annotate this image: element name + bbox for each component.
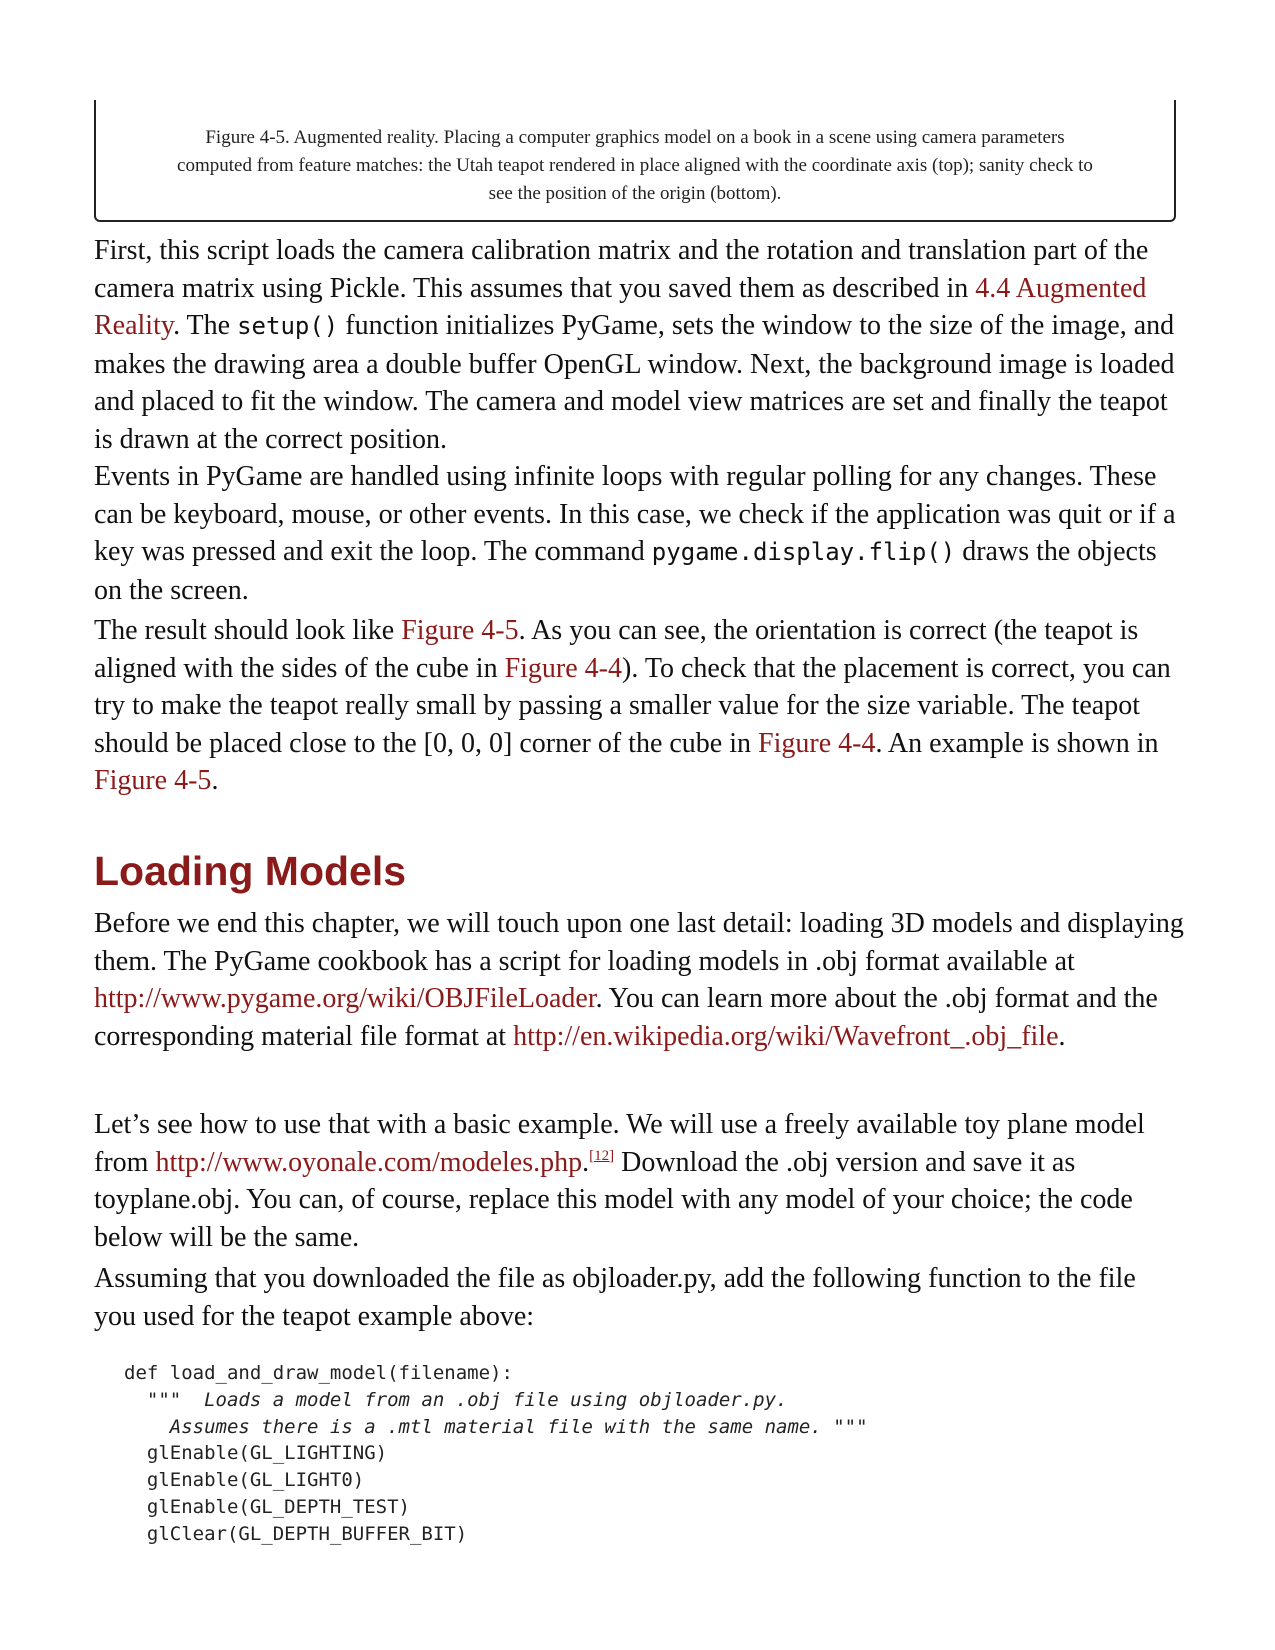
section-heading: Loading Models [94,848,407,894]
link-pygame-objloader[interactable]: http://www.pygame.org/wiki/OBJFileLoader [94,983,596,1014]
code-line: glEnable(GL_DEPTH_TEST) [124,1495,410,1518]
paragraph-loading-models [94,905,1184,1055]
text-run: . The [173,310,238,341]
link-figure-4-5[interactable]: Figure 4-5 [401,615,519,646]
paragraph-result [94,612,1184,800]
link-augmented-reality[interactable]: 4.4 Augmented Reality [94,272,1147,341]
footnote-link[interactable]: [12] [589,1147,615,1164]
text-run: Download the .obj version and save it as toyplane.obj. You can, of course, replace this model with any model of your choice; the code below will be the same. [94,1146,1133,1253]
code-line: """ Loads a model from an .obj file using objloader.py. [124,1388,788,1411]
paragraph-toy-plane [94,1106,1184,1256]
paragraph-events [94,458,1184,609]
inline-code-setup: setup() [237,312,339,340]
figure-caption-box [94,100,1176,222]
text-run: function initializes PyGame, sets the window to the size of the image, and makes the drawing area a double buffer OpenGL window. Next, the background image is loaded and placed to fit the window. The camera and model view matrices are set and finally the teapot is drawn at the correct position. [94,310,1175,455]
inline-code-flip: pygame.display.flip() [651,538,956,566]
link-wikipedia-obj[interactable]: http://en.wikipedia.org/wiki/Wavefront_.obj_file [513,1020,1059,1052]
text-run: . [211,765,219,796]
link-figure-4-4[interactable]: Figure 4-4 [504,652,623,684]
text-run: First, this script loads the camera calibration matrix and the rotation and translation part of the camera matrix using Pickle. This assumes that you saved them as described in [94,235,1149,304]
paragraph-objloader: Assuming that you downloaded the file as objloader.py, add the following function to the file you used for the teapot example above: [94,1263,1136,1332]
figure-caption [106,124,1164,208]
code-line: Assumes there is a .mtl material file with the same name. """ [124,1415,868,1438]
text-run: . An example is shown in [875,727,1159,759]
code-line: def load_and_draw_model(filename): [124,1362,513,1384]
paragraph-script-explanation [94,232,1184,458]
text-run: Let’s see how to use that with a basic example. We will use a freely available toy plane model from [94,1109,1145,1178]
code-line: glClear(GL_DEPTH_BUFFER_BIT) [124,1522,468,1545]
code-block [124,1360,868,1548]
text-run: The result should look like [94,615,402,646]
text-run: . [1058,1020,1066,1052]
text-run: . You can learn more about the .obj format and the corresponding material file format at [94,983,1158,1052]
link-oyonale[interactable]: http://www.oyonale.com/modeles.php [155,1146,583,1178]
text-run: . [582,1146,590,1178]
code-line: glEnable(GL_LIGHT0) [124,1469,365,1492]
caption-line-2: computed from feature matches: the Utah teapot rendered in place aligned with the coordinate axis (top); sanity check to [177,155,1093,176]
text-run: draws the objects on the screen. [94,536,1157,606]
code-line: glEnable(GL_LIGHTING) [124,1442,388,1465]
caption-line-1: Figure 4-5. Augmented reality. Placing a computer graphics model on a book in a scene using camera parameters [205,127,1065,148]
text-run: . As you can see, the orientation is correct (the teapot is aligned with the sides of the cube in [94,615,1139,684]
link-figure-4-4[interactable]: Figure 4-4 [758,727,876,759]
text-run: Events in PyGame are handled using infinite loops with regular polling for any changes. These can be keyboard, mouse, or other events. In this case, we check if the application was quit or if a key was pressed and exit the loop. The command [94,461,1176,567]
text-run: ). To check that the placement is correct, you can try to make the teapot really small by passing a smaller value for the size variable. The teapot should be placed close to the [0, 0, 0] corner of the cube in [94,652,1171,759]
text-run: Before we end this chapter, we will touch upon one last detail: loading 3D models and displaying them. The PyGame cookbook has a script for loading models in .obj format available at [94,908,1184,977]
link-figure-4-5[interactable]: Figure 4-5 [94,765,212,796]
caption-line-3: see the position of the origin (bottom). [488,183,782,204]
